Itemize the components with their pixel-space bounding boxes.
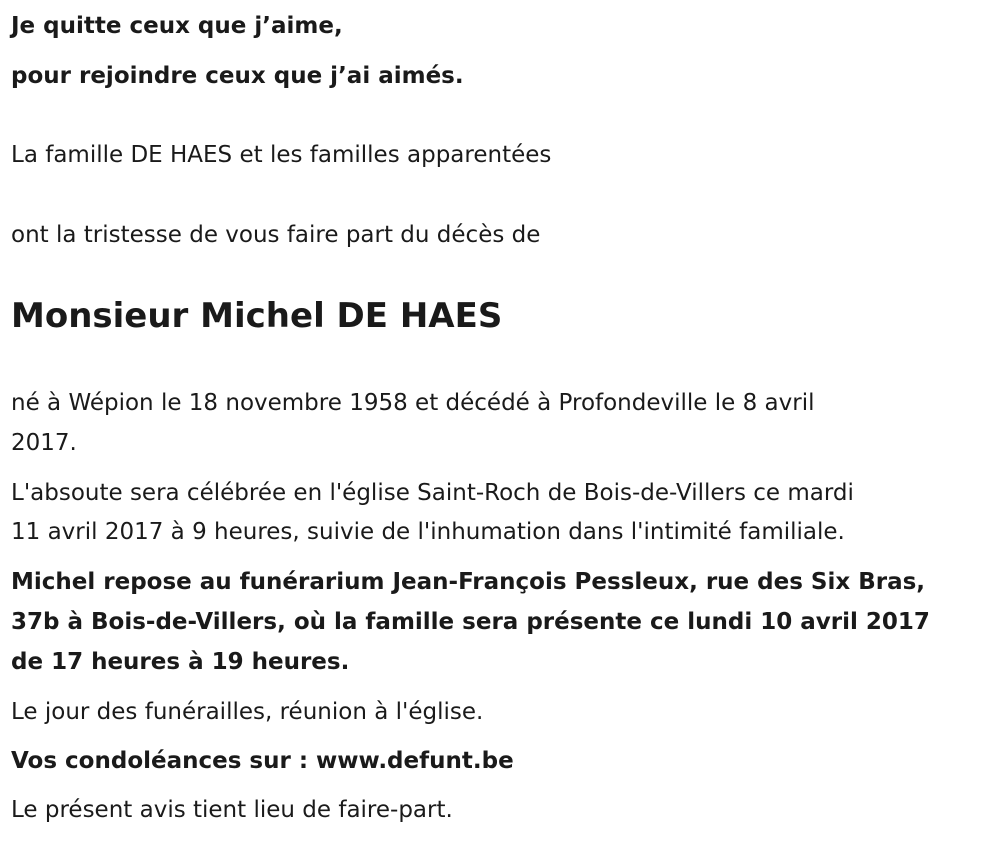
sadness-line: ont la tristesse de vous faire part du décès de	[11, 222, 541, 248]
meeting-line: Le jour des funérailles, réunion à l'église.	[11, 699, 484, 725]
notice-line: Le présent avis tient lieu de faire-part.	[11, 797, 453, 823]
family-line: La famille DE HAES et les familles apparentées	[11, 142, 552, 168]
epigraph-line-2: pour rejoindre ceux que j’ai aimés.	[11, 63, 464, 89]
epigraph-line-1: Je quitte ceux que j’aime,	[11, 13, 343, 39]
ceremony-line-2: 11 avril 2017 à 9 heures, suivie de l'inhumation dans l'intimité familiale.	[11, 519, 845, 545]
condolences-line: Vos condoléances sur : www.defunt.be	[11, 748, 514, 774]
birth-death-line-2: 2017.	[11, 430, 77, 456]
ceremony-line-1: L'absoute sera célébrée en l'église Saint-Roch de Bois-de-Villers ce mardi	[11, 480, 854, 506]
funerarium-line-2: 37b à Bois-de-Villers, où la famille sera présente ce lundi 10 avril 2017	[11, 609, 930, 635]
funerarium-line-3: de 17 heures à 19 heures.	[11, 649, 350, 675]
funerarium-line-1: Michel repose au funérarium Jean-François Pessleux, rue des Six Bras,	[11, 569, 926, 595]
birth-death-line-1: né à Wépion le 18 novembre 1958 et décédé à Profondeville le 8 avril	[11, 390, 815, 416]
deceased-name: Monsieur Michel DE HAES	[11, 296, 503, 336]
